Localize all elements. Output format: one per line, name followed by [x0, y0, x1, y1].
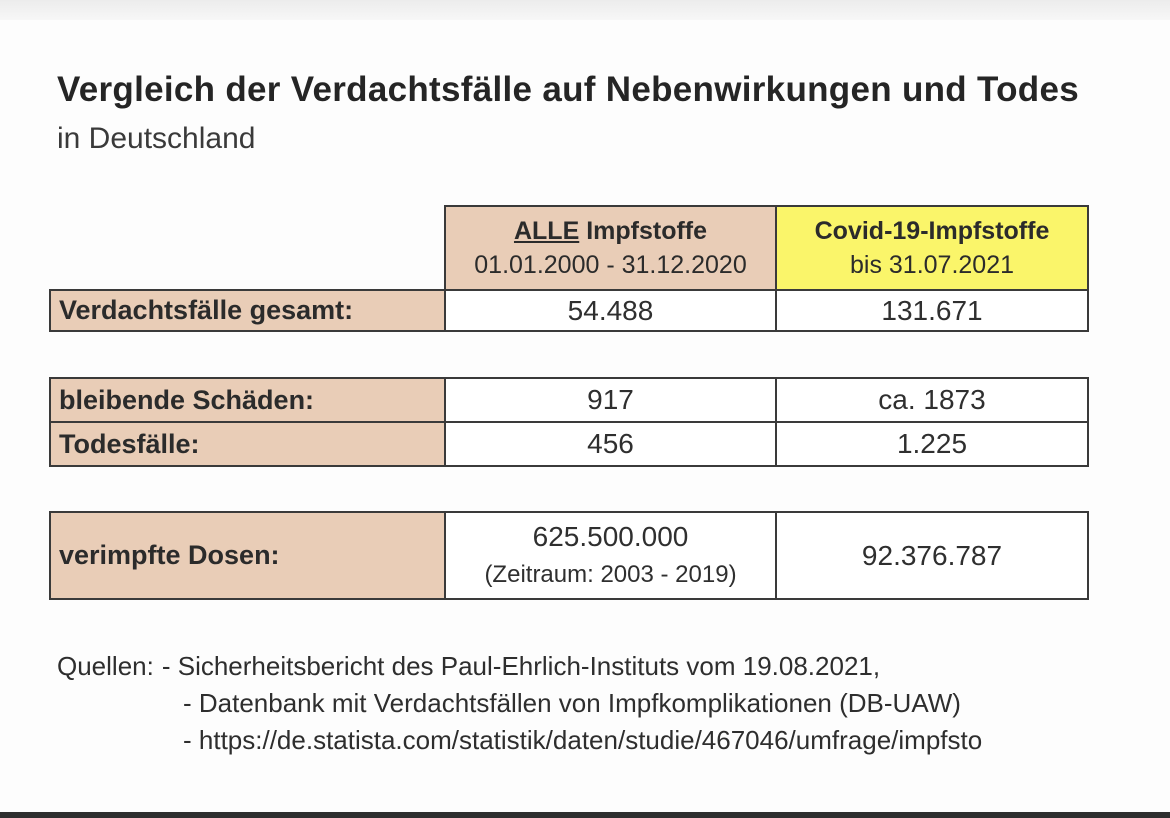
row-value-all-verimpfte-dosen	[444, 511, 777, 600]
row-value-covid-bleibende-schaeden: ca. 1873	[775, 377, 1089, 423]
header-all-period: 01.01.2000 - 31.12.2020	[474, 251, 747, 279]
header-all-label	[514, 214, 707, 248]
document-subtitle: in Deutschland	[57, 122, 256, 155]
row-value-covid-verdachtsfaelle: 131.671	[775, 289, 1089, 332]
row-value-all-bleibende-schaeden: 917	[444, 377, 777, 423]
row-label-bleibende-schaeden: bleibende Schäden:	[49, 377, 446, 423]
row-value-all-todesfaelle: 456	[444, 421, 777, 467]
sources-block	[57, 648, 1170, 759]
row-value-covid-verimpfte-dosen: 92.376.787	[775, 511, 1089, 600]
image-top-edge	[0, 0, 1170, 20]
image-bottom-edge	[0, 812, 1170, 818]
row-label-todesfaelle: Todesfälle:	[49, 421, 446, 467]
row-value-covid-todesfaelle: 1.225	[775, 421, 1089, 467]
source-item-2: - Datenbank mit Verdachtsfällen von Impfkomplikationen (DB-UAW)	[183, 688, 961, 718]
header-covid-label: Covid-19-Impfstoffe	[814, 217, 1050, 245]
sources-prefix: Quellen:	[57, 651, 154, 681]
source-line-1	[57, 648, 1170, 685]
row-label-verdachtsfaelle: Verdachtsfälle gesamt:	[49, 289, 446, 332]
source-item-1: - Sicherheitsbericht des Paul-Ehrlich-Instituts vom 19.08.2021,	[161, 651, 881, 681]
header-covid-period: bis 31.07.2021	[849, 251, 1015, 279]
header-all-underlined: ALLE	[513, 217, 580, 245]
header-all-vaccines	[444, 205, 777, 291]
source-item-3: - https://de.statista.com/statistik/daten/studie/467046/umfrage/impfsto	[183, 725, 983, 755]
row-label-verimpfte-dosen: verimpfte Dosen:	[49, 511, 446, 600]
header-covid-vaccines	[775, 205, 1089, 291]
header-all-rest: Impfstoffe	[579, 217, 708, 245]
row-value-all-verdachtsfaelle: 54.488	[444, 289, 777, 332]
all-doses-number: 625.500.000	[532, 520, 689, 552]
all-doses-period-note: (Zeitraum: 2003 - 2019)	[484, 560, 737, 588]
document-title: Vergleich der Verdachtsfälle auf Nebenwirkungen und Todes	[57, 70, 1079, 109]
